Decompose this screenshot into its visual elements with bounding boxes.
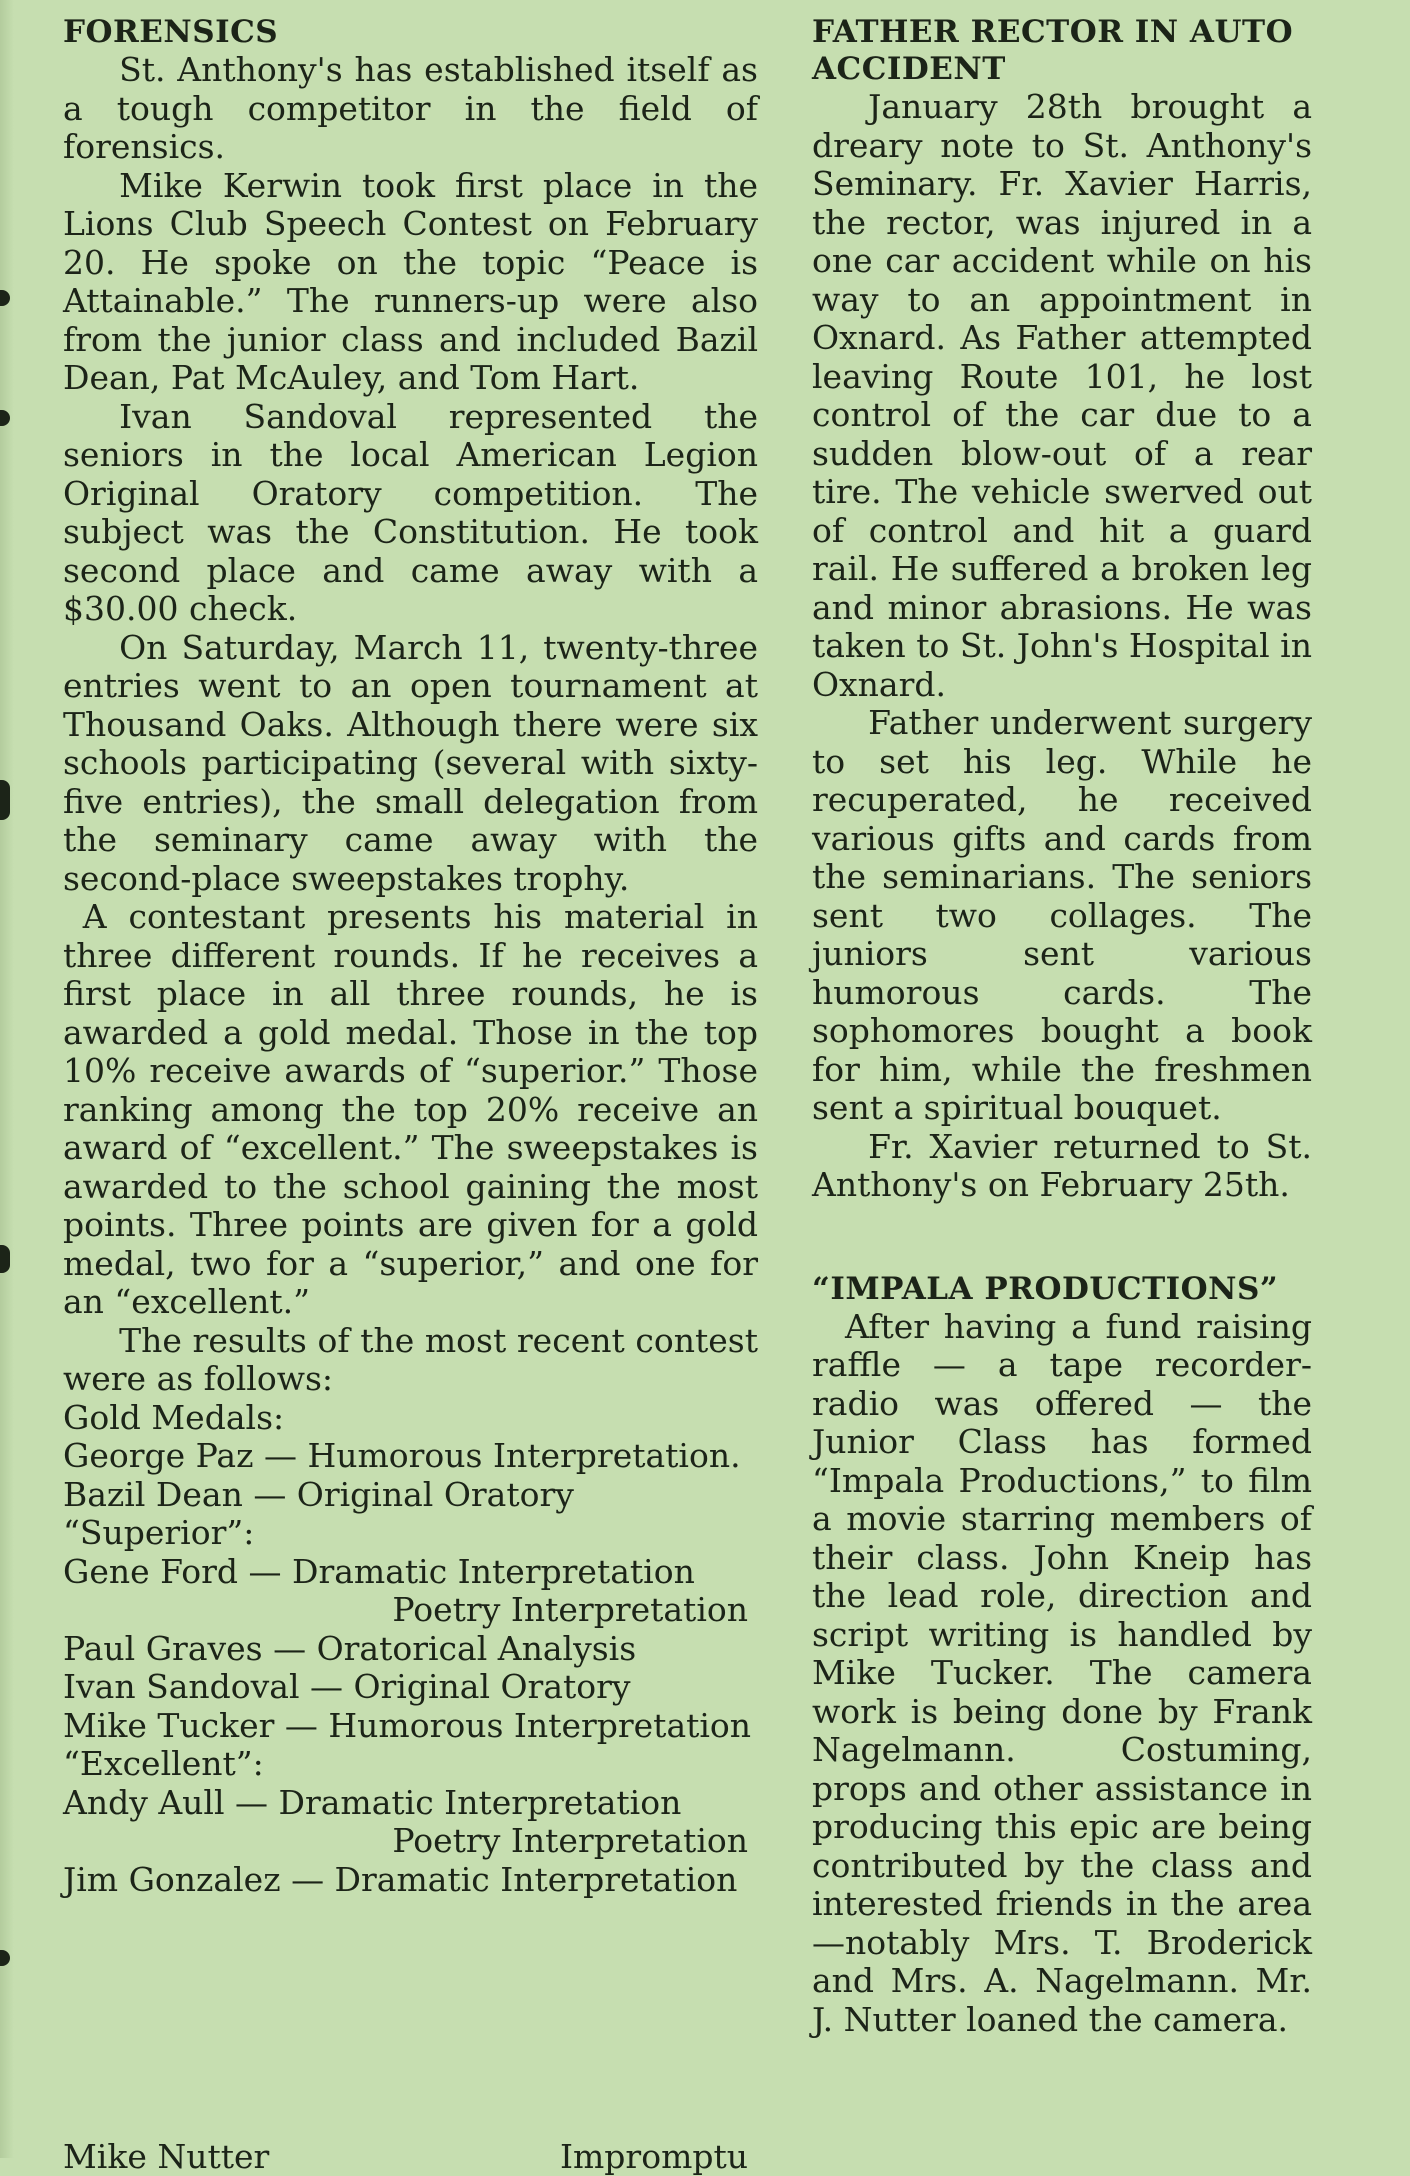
result-entry: Ivan Sandoval — Original Oratory (63, 1667, 631, 1706)
binding-mark (0, 780, 10, 820)
gold-medals-label: Gold Medals: (63, 1397, 285, 1437)
binding-mark (0, 1245, 10, 1273)
result-entry-continued: Poetry Interpretation (392, 1590, 748, 1629)
article-paragraph: On Saturday, March 11, twenty-three entries went to an open tournament at Thousand Oaks. Although there were six schools participating (several with sixty-five entries), the small delegation from the seminary came away with the second-place sweepstakes trophy. (63, 627, 758, 898)
article-paragraph: St. Anthony's has established itself as a tough competitor in the field of forensics. (63, 50, 758, 166)
spacer (812, 1205, 1312, 1271)
forensics-heading: FORENSICS (63, 14, 279, 50)
article-paragraph: January 28th brought a dreary note to St. Anthony's Seminary. Fr. Xavier Harris, the rector, was injured in a one car accident while on his way to an appointment in Oxnard. As Father attempted leaving Route 101, he lost control of the car due to a sudden blow-out of a rear tire. The vehicle swerved out of control and hit a guard rail. He suffered a broken leg and minor abrasions. He was taken to St. John's Hospital in Oxnard. (812, 87, 1312, 704)
impala-productions-heading: “IMPALA PRODUCTIONS” (812, 1270, 1279, 1307)
result-entry-event: Impromptu (559, 2137, 748, 2176)
paper-edge (0, 0, 14, 2158)
results-list (63, 1399, 758, 1900)
article-paragraph: After having a fund raising raffle — a tape recorder-radio was offered — the Junior Class has formed “Impala Productions,” to film a movie starring members of their class. John Kneip has the lead role, direction and script writing is handled by Mike Tucker. The camera work is being done by Frank Nagelmann. Costuming, props and other assistance in producing this epic are being contributed by the class and interested friends in the area—notably Mrs. T. Broderick and Mrs. A. Nagelmann. Mr. J. Nutter loaned the camera. (812, 1306, 1312, 2039)
result-entry: Bazil Dean — Original Oratory (63, 1474, 574, 1514)
article-paragraph: The results of the most recent contest were as follows: (63, 1320, 758, 1398)
excellent-label: “Excellent”: (63, 1744, 264, 1783)
cut-off-line (63, 2138, 758, 2176)
result-entry: Andy Aull — Dramatic Interpretation (63, 1782, 682, 1822)
article-paragraph: A contestant presents his material in three different rounds. If he receives a first place in all three rounds, he is awarded a gold medal. Those in the top 10% receive awards of “superior.” Those ranking among the top 20% receive an award of “excellent.” The sweepstakes is awarded to the school gaining the most points. Three points are given for a gold medal, two for a “superior,” and one for an “excellent.” (63, 897, 758, 1321)
result-entry: Paul Graves — Oratorical Analysis (63, 1628, 637, 1668)
article-paragraph: Ivan Sandoval represented the seniors in the local American Legion Original Oratory competition. The subject was the Constitution. He took second place and came away with a $30.00 check. (63, 396, 758, 628)
superior-label: “Superior”: (63, 1513, 255, 1552)
result-entry-name: Mike Nutter (63, 2137, 270, 2176)
article-paragraph: Fr. Xavier returned to St. Anthony's on February 25th. (812, 1126, 1312, 1204)
article-paragraph: Mike Kerwin took first place in the Lions Club Speech Contest on February 20. He spoke on the topic “Peace is Attainable.” The runners-up were also from the junior class and included Bazil Dean, Pat McAuley, and Tom Hart. (63, 165, 758, 397)
result-entry-continued: Poetry Interpretation (392, 1821, 748, 1860)
forensics-column (63, 14, 758, 1899)
rector-accident-heading: FATHER RECTOR IN AUTO ACCIDENT (812, 14, 1294, 87)
result-entry: Jim Gonzalez — Dramatic Interpretation (63, 1859, 738, 1899)
news-column (812, 14, 1312, 2039)
result-entry: Gene Ford — Dramatic Interpretation (63, 1551, 695, 1591)
result-entry: Mike Tucker — Humorous Interpretation (63, 1705, 752, 1745)
result-entry: George Paz — Humorous Interpretation. (63, 1436, 741, 1475)
article-paragraph: Father underwent surgery to set his leg. While he recuperated, he received various gifts and cards from the seminarians. The seniors sent two collages. The juniors sent various humorous cards. The sophomores bought a book for him, while the freshmen sent a spiritual bouquet. (812, 703, 1312, 1127)
